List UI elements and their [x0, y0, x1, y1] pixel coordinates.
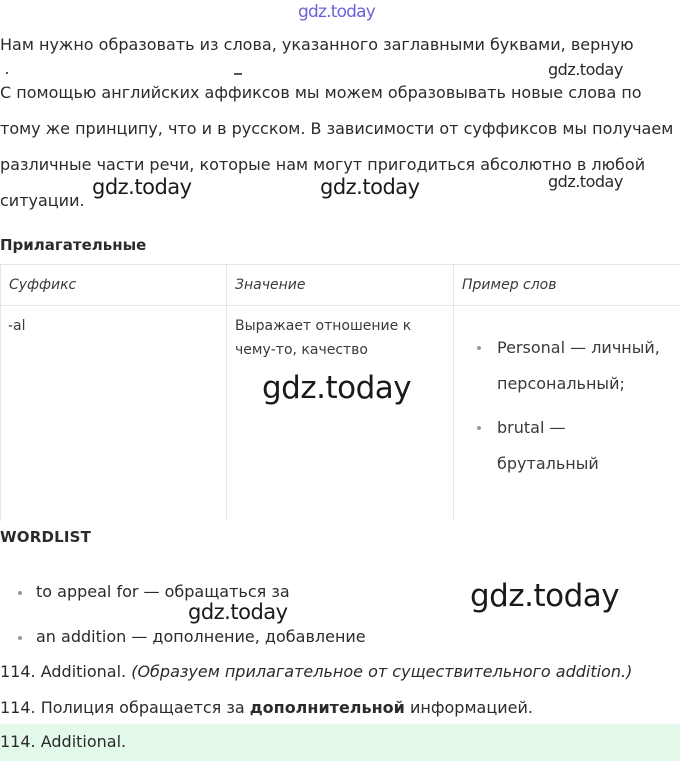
example-line: brutal —	[497, 418, 566, 437]
example-line: брутальный	[497, 454, 599, 473]
answer-keyword: дополнительной	[249, 698, 405, 717]
intro-line-2: С помощью английских аффиксов мы можем образовывать новые слова по	[0, 83, 642, 102]
bullet-icon	[477, 426, 481, 430]
bullet-icon	[18, 591, 22, 595]
answer-line-2	[0, 698, 533, 717]
list-item	[475, 410, 675, 482]
example-line: Personal — личный,	[497, 338, 660, 357]
watermark-top: gdz.today	[298, 2, 376, 22]
intro-line-5: ситуации.	[0, 191, 85, 210]
adjectives-title: Прилагательные	[0, 236, 147, 254]
wordlist-item-text: to appeal for — обращаться за	[36, 582, 290, 601]
table-header-examples: Пример слов	[453, 265, 680, 306]
intro-line-3: тому же принципу, что и в русском. В зависимости от суффиксов мы получаем	[0, 119, 674, 138]
intro-line-4: различные части речи, которые нам могут пригодиться абсолютно в любой	[0, 155, 646, 174]
watermark-small-2: gdz.today	[548, 172, 623, 191]
intro-line-1: Нам нужно образовать из слова, указанного заглавными буквами, верную	[0, 35, 634, 54]
table-header-meaning: Значение	[226, 265, 453, 306]
wordlist-item	[14, 582, 290, 601]
answer-sentence-end: информацией.	[404, 698, 533, 717]
watermark-large-2: gdz.today	[470, 578, 620, 614]
table-cell-meaning-line-2: чему-то, качество	[235, 342, 368, 358]
list-item	[475, 330, 675, 402]
table-cell-meaning-line-1: Выражает отношение к	[235, 318, 412, 334]
final-answer-text: 114. Additional.	[0, 732, 127, 751]
answer-sentence-start: 114. Полиция обращается за	[0, 698, 250, 717]
redacted-mark-1	[6, 72, 8, 74]
watermark-medium-3: gdz.today	[188, 600, 288, 624]
examples-list	[475, 330, 675, 490]
table-divider-2	[453, 306, 454, 521]
bullet-icon	[18, 636, 22, 640]
example-line: персональный;	[497, 374, 625, 393]
table-cell-suffix: -al	[8, 318, 26, 334]
table-divider-left	[0, 306, 1, 521]
answer-number-text: 114. Additional.	[0, 662, 132, 681]
answer-explanation: (Образуем прилагательное от существительного addition.)	[131, 662, 633, 681]
final-answer-box	[0, 724, 680, 761]
answer-line-1	[0, 662, 632, 681]
wordlist-item	[14, 627, 366, 646]
table-header-suffix: Суффикс	[0, 265, 226, 306]
redacted-mark-2	[234, 73, 242, 75]
watermark-large-1: gdz.today	[262, 370, 412, 406]
watermark-medium-2: gdz.today	[320, 175, 420, 199]
table-divider-1	[226, 306, 227, 521]
watermark-small-1: gdz.today	[548, 60, 623, 79]
watermark-medium-1: gdz.today	[92, 175, 192, 199]
wordlist-title: WORDLIST	[0, 528, 92, 546]
redacted-line	[0, 68, 680, 78]
wordlist-item-text: an addition — дополнение, добавление	[36, 627, 366, 646]
bullet-icon	[477, 346, 481, 350]
